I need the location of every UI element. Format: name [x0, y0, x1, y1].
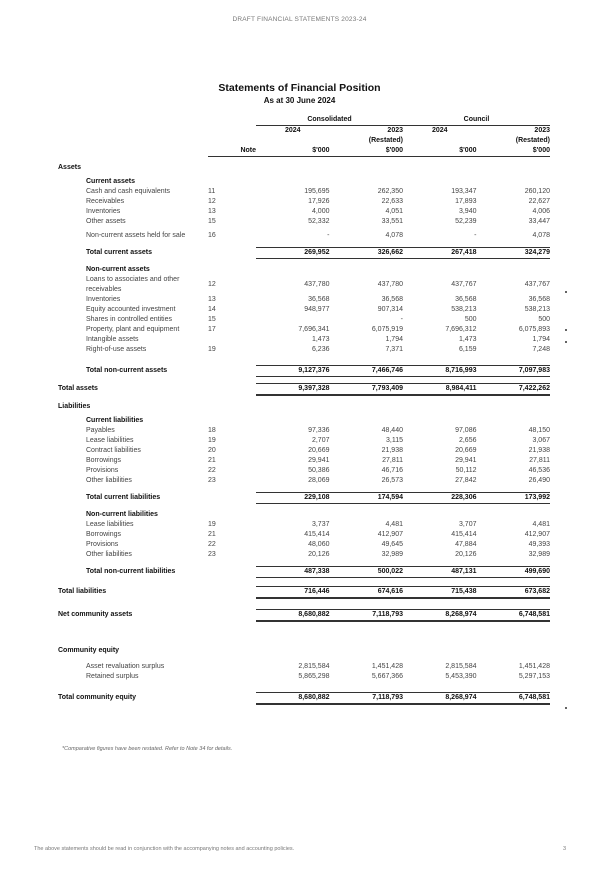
value-consolidated-2024: 437,780 [304, 281, 330, 288]
row-revaluation [58, 662, 550, 672]
value-consolidated-2024: 9,127,376 [256, 366, 330, 377]
value-consolidated-2024: 195,695 [304, 188, 330, 195]
header-unit: $'000 [477, 146, 551, 157]
value-council-2023: 3,067 [532, 437, 550, 444]
value-council-2023: 6,748,581 [477, 610, 551, 622]
section-assets: Assets [58, 164, 81, 171]
value-consolidated-2024 [256, 315, 330, 325]
row-label: Right-of-use assets [86, 346, 147, 353]
subsection-non-current-assets: Non-current assets [86, 266, 150, 273]
row-note: 20 [208, 447, 216, 454]
value-council-2023: 46,536 [528, 467, 550, 474]
value-consolidated-2024: 97,336 [308, 427, 330, 434]
draft-label: DRAFT FINANCIAL STATEMENTS 2023-24 [232, 16, 367, 23]
value-council-2023: 4,078 [532, 232, 550, 239]
value-council-2024: 20,126 [455, 551, 477, 558]
value-council-2023: 26,490 [528, 477, 550, 484]
row-payables [58, 426, 550, 436]
row-lease [58, 436, 550, 446]
value-council-2024: 2,815,584 [445, 663, 477, 670]
row-nc-inventories [58, 295, 550, 305]
row-note: 11 [208, 188, 216, 195]
row-note: 17 [208, 326, 216, 333]
row-label: Net community assets [58, 611, 133, 619]
row-label: Other liabilities [86, 477, 132, 484]
value-consolidated-2023: 7,466,746 [330, 366, 404, 377]
row-retained [58, 672, 550, 682]
value-council-2023: 1,451,428 [518, 663, 550, 670]
value-council-2023: 22,627 [528, 198, 550, 205]
value-council-2024: 228,306 [403, 493, 477, 504]
value-council-2023: 36,568 [528, 296, 550, 303]
row-label: Other liabilities [86, 551, 132, 558]
row-label: Non-current assets held for sale [86, 232, 186, 239]
row-label: Total non-current assets [86, 367, 168, 374]
row-note: 18 [208, 427, 216, 434]
value-consolidated-2023: 26,573 [381, 477, 403, 484]
row-label: Total current assets [86, 249, 153, 256]
value-council-2023: 412,907 [524, 531, 550, 538]
row-cash [58, 187, 550, 197]
subsection-current-liabilities: Current liabilities [86, 417, 144, 424]
row-label: Total non-current liabilities [86, 568, 176, 575]
value-consolidated-2024: 20,126 [308, 551, 330, 558]
value-consolidated-2023: 49,645 [381, 541, 403, 548]
subsection-current-assets: Current assets [86, 178, 136, 185]
value-council-2023: 6,748,581 [477, 693, 551, 705]
row-total-current-liabilities [58, 493, 550, 504]
header-council-restated: (Restated) [515, 137, 550, 144]
value-consolidated-2024: 7,696,341 [298, 326, 330, 333]
row-note [208, 366, 256, 377]
row-note [208, 567, 256, 578]
row-note: 22 [208, 467, 216, 474]
value-consolidated-2024: 6,236 [311, 346, 330, 353]
row-ppe [58, 325, 550, 335]
restatement-marker-dot [565, 291, 567, 293]
header-unit: $'000 [403, 146, 477, 157]
value-council-2023: 260,120 [524, 188, 550, 195]
row-label: Payables [86, 427, 115, 434]
value-consolidated-2024: 48,060 [308, 541, 330, 548]
row-label: Total current liabilities [86, 494, 161, 501]
row-borrowings [58, 456, 550, 466]
row-label: Retained surplus [86, 673, 139, 680]
value-council-2023: 33,447 [528, 218, 550, 225]
header-cons-2024: 2024 [284, 127, 301, 134]
value-council-2024: 20,669 [455, 447, 477, 454]
row-label: Inventories [86, 296, 121, 303]
value-consolidated-2024: 948,977 [304, 306, 330, 313]
row-other-liab [58, 476, 550, 486]
row-note [208, 672, 256, 682]
row-nc-lease [58, 520, 550, 530]
value-consolidated-2024: 52,332 [308, 218, 330, 225]
value-consolidated-2023: 36,568 [381, 296, 403, 303]
value-council-2024: 6,159 [458, 346, 477, 353]
value-consolidated-2024: 415,414 [304, 531, 330, 538]
value-consolidated-2023: 4,051 [385, 208, 403, 215]
row-total-non-current-assets [58, 366, 550, 377]
restatement-marker-dot [565, 341, 567, 343]
row-label: Receivables [86, 198, 125, 205]
value-consolidated-2023: 907,314 [377, 306, 403, 313]
value-consolidated-2023: 437,780 [377, 281, 403, 288]
value-consolidated-2023: 3,115 [386, 437, 403, 444]
row-note: 12 [208, 281, 216, 288]
value-consolidated-2023: 4,078 [385, 232, 403, 239]
value-council-2024: 52,239 [455, 218, 477, 225]
header-council: Council [403, 115, 550, 126]
value-council-2023: 500 [538, 316, 550, 323]
value-council-2024: 193,347 [451, 188, 477, 195]
value-consolidated-2024: 29,941 [308, 457, 330, 464]
value-consolidated-2023: 6,075,919 [371, 326, 403, 333]
row-label: Asset revaluation surplus [86, 663, 165, 670]
header-year-row [58, 126, 550, 137]
restatement-marker-dot [565, 329, 567, 331]
row-label: Borrowings [86, 531, 122, 538]
row-label: Total community equity [58, 694, 137, 702]
row-shares [58, 315, 550, 325]
value-consolidated-2023: 32,989 [381, 551, 403, 558]
value-consolidated-2024: 20,669 [308, 447, 330, 454]
value-consolidated-2023: 27,811 [382, 457, 403, 464]
row-note [208, 587, 256, 599]
header-restated-row [58, 136, 550, 146]
row-label: Inventories [86, 208, 121, 215]
value-consolidated-2023: 262,350 [377, 188, 403, 195]
value-council-2023: 173,992 [477, 493, 551, 504]
value-consolidated-2024: 3,737 [311, 521, 330, 528]
value-consolidated-2023: 4,481 [385, 521, 403, 528]
row-net-community-assets [58, 610, 550, 622]
value-consolidated-2024: 2,815,584 [298, 663, 330, 670]
value-council-2024: 27,842 [455, 477, 477, 484]
row-total-liabilities [58, 587, 550, 599]
row-note: 16 [208, 232, 216, 239]
value-consolidated-2024: 9,397,328 [256, 384, 330, 396]
value-council-2023: 7,097,983 [477, 366, 551, 377]
row-label: Loans to associates and other receivables [86, 276, 180, 293]
value-council-2023: 673,682 [477, 587, 551, 599]
value-consolidated-2024: 36,568 [308, 296, 330, 303]
value-council-2024: 3,707 [458, 521, 477, 528]
row-nc-provisions [58, 540, 550, 550]
value-council-2024: 437,767 [451, 281, 477, 288]
value-council-2024: 47,884 [455, 541, 477, 548]
value-consolidated-2024: 1,473 [311, 336, 330, 343]
row-provisions [58, 466, 550, 476]
value-consolidated-2024: 269,952 [256, 248, 330, 259]
header-note: Note [208, 146, 256, 157]
row-total-equity [58, 693, 550, 705]
value-consolidated-2023: 21,938 [381, 447, 403, 454]
row-note: 23 [208, 551, 216, 558]
row-note [208, 248, 256, 259]
value-council-2023: 48,150 [528, 427, 550, 434]
value-consolidated-2023: 412,907 [377, 531, 403, 538]
row-label: Total assets [58, 385, 98, 393]
row-note: 21 [208, 457, 216, 464]
value-council-2023: 1,794 [532, 336, 550, 343]
value-council-2024: 487,131 [403, 567, 477, 578]
value-council-2024: 538,213 [451, 306, 477, 313]
value-consolidated-2023: 500,022 [330, 567, 404, 578]
row-note [208, 335, 256, 345]
value-consolidated-2024: 4,000 [311, 208, 330, 215]
row-note [208, 384, 256, 396]
header-consolidated: Consolidated [256, 115, 403, 126]
value-consolidated-2024: 5,865,298 [298, 673, 330, 680]
value-council-2024: 50,112 [455, 467, 477, 474]
value-consolidated-2024: 28,069 [308, 477, 330, 484]
header-council-2023: 2023 [534, 127, 550, 134]
subsection-non-current-liabilities: Non-current liabilities [86, 511, 158, 518]
row-total-non-current-liabilities [58, 567, 550, 578]
row-label: Borrowings [86, 457, 122, 464]
value-consolidated-2023: - [400, 316, 403, 323]
row-nc-other [58, 550, 550, 560]
value-council-2023: 27,811 [529, 457, 550, 464]
row-label: Provisions [86, 541, 119, 548]
header-cons-restated: (Restated) [368, 137, 403, 144]
header-unit: $'000 [330, 146, 404, 157]
row-loans [58, 275, 550, 295]
row-label: Cash and cash equivalents [86, 188, 171, 195]
row-held-for-sale [58, 231, 550, 241]
value-council-2024: 2,656 [458, 437, 477, 444]
value-council-2024: 3,940 [458, 208, 477, 215]
value-council-2023: 6,075,893 [518, 326, 550, 333]
row-note: 19 [208, 521, 216, 528]
value-consolidated-2024: 17,926 [308, 198, 330, 205]
value-council-2023: 4,481 [532, 521, 550, 528]
row-label: Intangible assets [86, 336, 139, 343]
value-consolidated-2024: 8,680,882 [256, 610, 330, 622]
row-total-current-assets [58, 248, 550, 259]
row-note: 21 [208, 531, 216, 538]
row-other-assets [58, 217, 550, 227]
row-note [208, 610, 256, 622]
value-consolidated-2023: 7,118,793 [330, 610, 404, 622]
value-consolidated-2023: 22,633 [381, 198, 403, 205]
page-number: 3 [563, 846, 567, 852]
value-council-2024: 267,418 [403, 248, 477, 259]
header-council-2024: 2024 [431, 127, 448, 134]
row-total-assets [58, 384, 550, 396]
value-consolidated-2023: 33,551 [381, 218, 403, 225]
value-consolidated-2023: 7,118,793 [330, 693, 404, 705]
header-entity-row [58, 115, 550, 126]
value-council-2023: 5,297,153 [518, 673, 550, 680]
section-liabilities: Liabilities [58, 403, 91, 410]
row-note: 22 [208, 541, 216, 548]
value-council-2024: 8,984,411 [403, 384, 477, 396]
value-council-2024: 8,268,974 [403, 610, 477, 622]
row-note: 23 [208, 477, 216, 484]
value-consolidated-2024: 8,680,882 [256, 693, 330, 705]
row-label: Lease liabilities [86, 437, 134, 444]
header-unit-row [58, 146, 550, 157]
page-title: Statements of Financial Position [218, 82, 381, 94]
financial-position-table [58, 115, 550, 705]
value-consolidated-2024: 487,338 [256, 567, 330, 578]
row-note: 14 [208, 306, 216, 313]
value-consolidated-2023: 46,716 [381, 467, 403, 474]
row-inventories [58, 207, 550, 217]
restatement-marker-dot [565, 707, 567, 709]
value-council-2023: 437,767 [524, 281, 550, 288]
row-note: 13 [208, 296, 216, 303]
value-council-2023: 324,279 [477, 248, 551, 259]
row-label: Property, plant and equipment [86, 326, 180, 333]
value-council-2024: 1,473 [458, 336, 477, 343]
value-council-2024: 29,941 [455, 457, 477, 464]
value-council-2023: 538,213 [524, 306, 550, 313]
value-consolidated-2023: 174,594 [330, 493, 404, 504]
value-council-2024: - [474, 232, 477, 239]
footnote: *Comparative figures have been restated. Refer to Note 34 for details. [62, 746, 233, 752]
row-label: Lease liabilities [86, 521, 134, 528]
value-council-2024: 8,716,993 [403, 366, 477, 377]
row-note: 13 [208, 208, 216, 215]
row-note [208, 662, 256, 672]
row-label: Contract liabilities [86, 447, 141, 454]
row-note: 15 [208, 316, 216, 323]
value-consolidated-2023: 1,794 [385, 336, 403, 343]
value-council-2023: 499,690 [477, 567, 551, 578]
row-intangibles [58, 335, 550, 345]
value-consolidated-2023: 5,667,366 [371, 673, 403, 680]
row-equity-investment [58, 305, 550, 315]
value-council-2023: 49,393 [528, 541, 550, 548]
header-unit: $'000 [256, 146, 330, 157]
value-council-2023: 4,006 [532, 208, 550, 215]
value-council-2024: 36,568 [455, 296, 477, 303]
row-label: Other assets [86, 218, 126, 225]
page-subtitle: As at 30 June 2024 [263, 96, 336, 105]
value-council-2024: 415,414 [451, 531, 477, 538]
value-consolidated-2024: 50,386 [308, 467, 330, 474]
row-label: Total liabilities [58, 588, 107, 596]
value-consolidated-2023: 7,371 [385, 346, 403, 353]
value-consolidated-2023: 48,440 [381, 427, 403, 434]
value-council-2024: 7,696,312 [445, 326, 477, 333]
value-council-2024: 715,438 [403, 587, 477, 599]
row-label: Shares in controlled entities [86, 316, 172, 323]
value-consolidated-2024: 229,108 [256, 493, 330, 504]
row-label: Provisions [86, 467, 119, 474]
value-consolidated-2023: 1,451,428 [371, 663, 403, 670]
value-council-2024: 97,086 [455, 427, 477, 434]
value-consolidated-2023: 674,616 [330, 587, 404, 599]
row-note: 19 [208, 346, 216, 353]
value-consolidated-2024: - [327, 232, 330, 239]
value-consolidated-2023: 7,793,409 [330, 384, 404, 396]
value-council-2023: 7,422,262 [477, 384, 551, 396]
value-council-2024: 8,268,974 [403, 693, 477, 705]
value-council-2024: 500 [464, 316, 477, 323]
row-note: 12 [208, 198, 216, 205]
value-council-2024: 5,453,390 [445, 673, 477, 680]
value-consolidated-2023: 326,662 [330, 248, 404, 259]
row-note [208, 493, 256, 504]
value-council-2024: 17,893 [455, 198, 477, 205]
row-receivables [58, 197, 550, 207]
header-cons-2023: 2023 [387, 127, 403, 134]
value-council-2023: 21,938 [528, 447, 550, 454]
value-consolidated-2024: 2,707 [311, 437, 330, 444]
value-council-2023: 32,989 [528, 551, 550, 558]
row-nc-borrowings [58, 530, 550, 540]
row-contract [58, 446, 550, 456]
row-note: 19 [208, 437, 216, 444]
value-consolidated-2024: 716,446 [256, 587, 330, 599]
row-note [208, 693, 256, 705]
row-note: 15 [208, 218, 216, 225]
row-rou [58, 345, 550, 355]
value-council-2023: 7,248 [532, 346, 550, 353]
row-label: Equity accounted investment [86, 306, 176, 313]
section-community-equity: Community equity [58, 647, 120, 654]
page-footer: The above statements should be read in conjunction with the accompanying notes and accounting policies. [34, 846, 295, 852]
